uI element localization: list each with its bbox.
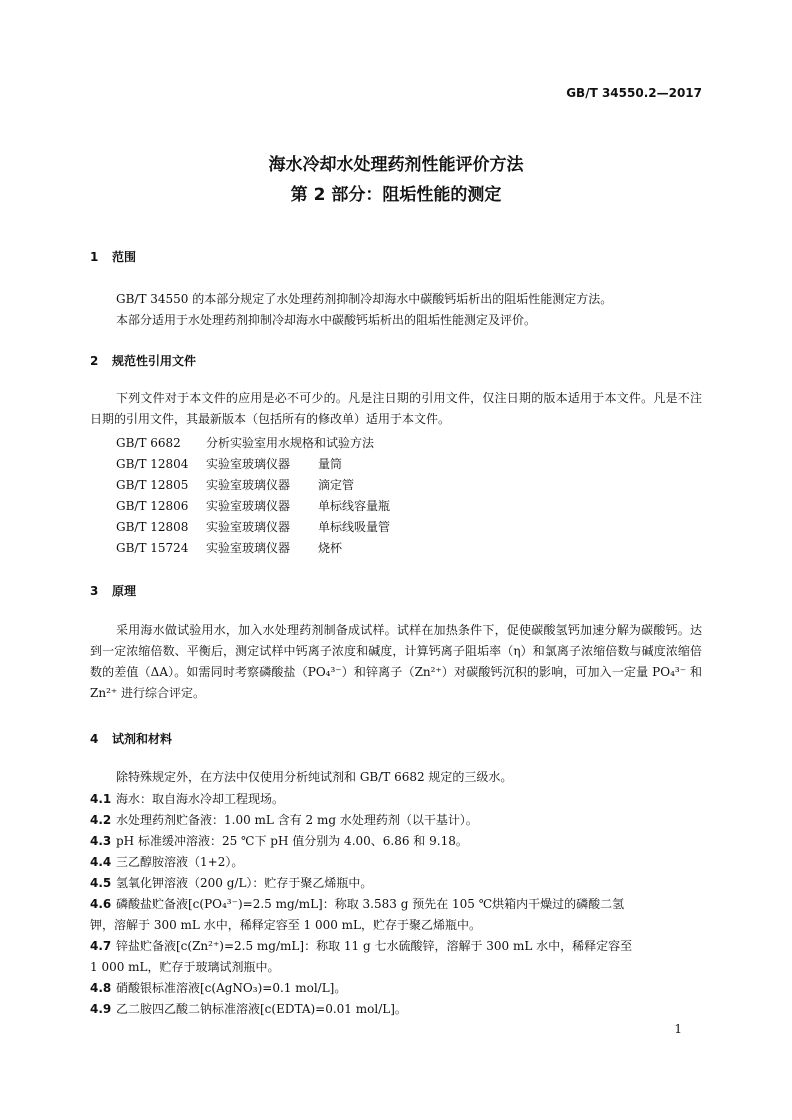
section-2-heading (90, 352, 196, 369)
clause-item (90, 811, 478, 828)
clause-text: pH 标准缓冲溶液：25 ℃下 pH 值分别为 4.00、6.86 和 9.18。 (116, 834, 468, 848)
reference-title: 量筒 (318, 457, 343, 471)
reference-item (116, 497, 390, 514)
clause-item (90, 853, 243, 870)
clause-text: 氢氧化钾溶液（200 g/L）：贮存于聚乙烯瓶中。 (116, 876, 373, 890)
clause-number: 4.6 (90, 897, 112, 911)
section-title: 原理 (112, 584, 137, 598)
reference-item (116, 476, 354, 493)
clause-item (90, 832, 468, 849)
reference-category: 实验室玻璃仪器 (206, 520, 291, 534)
reference-code: GB/T 12806 (116, 499, 189, 513)
reference-title: 烧杯 (318, 541, 343, 555)
clause-text: 磷酸盐贮备液[c(PO₄³⁻)=2.5 mg/mL]：称取 3.583 g 预先在 105 ℃烘箱内干燥过的磷酸二氢 (116, 897, 625, 911)
page-number: 1 (674, 1022, 682, 1036)
clause-number: 4.8 (90, 981, 112, 995)
paragraph: GB/T 34550 的本部分规定了水处理药剂抑制冷却海水中碳酸钙垢析出的阻垢性能测定方法。 (116, 292, 613, 306)
section-4-heading (90, 730, 172, 747)
clause-number: 4.7 (90, 939, 112, 953)
clause-text: 乙二胺四乙酸二钠标准溶液[c(EDTA)=0.01 mol/L]。 (116, 1002, 407, 1016)
reference-title: 单标线吸量管 (318, 520, 391, 534)
clause-item (90, 874, 372, 891)
reference-category: 实验室玻璃仪器 (206, 499, 291, 513)
clause-number: 4.5 (90, 876, 112, 890)
clause-number: 4.1 (90, 792, 112, 806)
paragraph: 除特殊规定外，在方法中仅使用分析纯试剂和 GB/T 6682 规定的三级水。 (116, 770, 513, 784)
clause-text: 水处理药剂贮备液：1.00 mL 含有 2 mg 水处理药剂（以干基计）。 (116, 813, 478, 827)
section-number: 2 (90, 354, 99, 368)
paragraph: 采用海水做试验用水，加入水处理药剂制备成试样。试样在加热条件下，促使碳酸氢钙加速分解为碳酸钙。达到一定浓缩倍数、平衡后，测定试样中钙离子浓度和碱度，计算钙离子阻垢率（η）和氯离子浓缩倍数与碱度浓缩倍数的差值（ΔA）。如需同时考察磷酸盐（PO₄³⁻）和锌离子（Zn²⁺）对碳酸钙沉积的影响，可加入一定量 PO₄³⁻ 和 Zn²⁺ 进行综合评定。 (90, 623, 702, 700)
reference-code: GB/T 6682 (116, 436, 181, 450)
section-number: 4 (90, 732, 99, 746)
section-number: 1 (90, 250, 99, 264)
section-1-heading (90, 248, 136, 265)
clause-number: 4.3 (90, 834, 112, 848)
reference-title: 单标线容量瓶 (318, 499, 391, 513)
clause-text-continued: 1 000 mL，贮存于玻璃试剂瓶中。 (90, 960, 280, 974)
clause-number: 4.2 (90, 813, 112, 827)
reference-code: GB/T 12804 (116, 457, 189, 471)
clause-text: 海水：取自海水冷却工程现场。 (116, 792, 285, 806)
clause-item (90, 1000, 407, 1017)
reference-category: 实验室玻璃仪器 (206, 541, 291, 555)
section-number: 3 (90, 584, 99, 598)
clause-item (90, 979, 346, 996)
clause-item (90, 895, 624, 912)
reference-item (116, 539, 342, 556)
clause-item (90, 790, 284, 807)
reference-title: 滴定管 (318, 478, 355, 492)
section-title: 范围 (112, 250, 137, 264)
document-title: 海水冷却水处理药剂性能评价方法 (268, 155, 524, 175)
clause-number: 4.4 (90, 855, 112, 869)
reference-item (116, 455, 342, 472)
section-3-heading (90, 582, 136, 599)
paragraph: 下列文件对于本文件的应用是必不可少的。凡是注日期的引用文件，仅注日期的版本适用于本文件。凡是不注日期的引用文件，其最新版本（包括所有的修改单）适用于本文件。 (90, 391, 702, 426)
reference-category: 实验室玻璃仪器 (206, 478, 291, 492)
section-title: 试剂和材料 (112, 732, 173, 746)
clause-text: 锌盐贮备液[c(Zn²⁺)=2.5 mg/mL]：称取 11 g 七水硫酸锌，溶解于 300 mL 水中，稀释定容至 (116, 939, 633, 953)
reference-code: GB/T 15724 (116, 541, 189, 555)
standard-number: GB/T 34550.2—2017 (566, 86, 702, 100)
reference-category: 实验室玻璃仪器 (206, 457, 291, 471)
clause-text: 三乙醇胺溶液（1+2）。 (116, 855, 244, 869)
clause-text-continued: 钾，溶解于 300 mL 水中，稀释定容至 1 000 mL，贮存于聚乙烯瓶中。 (90, 918, 482, 932)
reference-item (116, 434, 374, 451)
reference-item (116, 518, 390, 535)
clause-text: 硝酸银标准溶液[c(AgNO₃)=0.1 mol/L]。 (116, 981, 347, 995)
reference-code: GB/T 12808 (116, 520, 189, 534)
clause-item (90, 937, 632, 954)
reference-title: 分析实验室用水规格和试验方法 (206, 436, 375, 450)
paragraph: 本部分适用于水处理药剂抑制冷却海水中碳酸钙垢析出的阻垢性能测定及评价。 (116, 313, 537, 327)
clause-number: 4.9 (90, 1002, 112, 1016)
section-title: 规范性引用文件 (112, 354, 197, 368)
reference-code: GB/T 12805 (116, 478, 189, 492)
document-subtitle: 第 2 部分：阻垢性能的测定 (290, 185, 502, 205)
